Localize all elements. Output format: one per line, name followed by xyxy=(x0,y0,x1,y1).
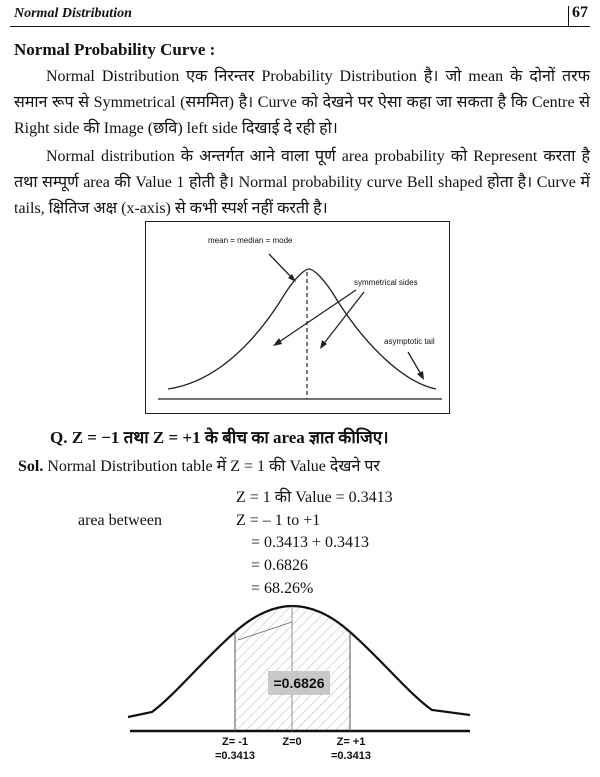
header-divider xyxy=(568,6,569,26)
z-minus-1-label: Z= -1 xyxy=(222,736,248,748)
area-value-badge: =0.6826 xyxy=(268,671,330,695)
paragraph-1-text: Normal Distribution एक निरन्तर Probability Distribution है। जो mean के दोनों तरफ समान रूप से Symmetrical (सममित) है। Curve को देखने पर ऐसा कहा जा सकता है कि Centre से Right side की Image (छवि) left side दिखाई दे रही हो। xyxy=(14,68,590,137)
label-symmetrical-sides: symmetrical sides xyxy=(354,278,418,287)
bell-curve xyxy=(168,269,436,389)
calc-line-3: = 0.3413 + 0.3413 xyxy=(251,534,370,551)
question: Q. Z = −1 तथा Z = +1 के बीच का area ज्ञात कीजिए। xyxy=(50,428,389,447)
z-plus-1-value: =0.3413 xyxy=(330,750,372,762)
calc-line-1: Z = 1 की Value = 0.3413 xyxy=(236,489,393,506)
z-minus-1-value: =0.3413 xyxy=(214,750,256,762)
shaded-area xyxy=(235,606,350,731)
label-asymptotic-tail: asymptotic tail xyxy=(384,337,435,346)
normal-curve-svg xyxy=(146,222,449,413)
page-number: 67 xyxy=(572,4,588,21)
header-rule xyxy=(10,26,590,27)
paragraph-1 xyxy=(14,64,590,142)
arrow-tail-head xyxy=(417,371,424,380)
sol-label: Sol. xyxy=(18,458,44,475)
label-mean-median-mode: mean = median = mode xyxy=(208,236,293,245)
area-between-label: area between xyxy=(78,512,162,529)
section-heading: Normal Probability Curve : xyxy=(14,40,216,59)
arrow-sym-right xyxy=(322,292,364,346)
normal-curve-figure xyxy=(145,221,450,414)
arrow-sym-left-head xyxy=(273,338,282,346)
sol-text: Normal Distribution table में Z = 1 की Value देखने पर xyxy=(47,458,380,475)
paragraph-2-text: Normal distribution के अन्तर्गत आने वाला पूर्ण area probability को Represent करता है तथा सम्पूर्ण area की Value 1 होती है। Normal probability curve Bell shaped होता है। Curve में tails, क्षितिज अक्ष (x-axis) से कभी स्पर्श नहीं करती है। xyxy=(14,148,590,217)
calc-line-5: = 68.26% xyxy=(251,580,314,597)
chapter-title: Normal Distribution xyxy=(14,6,132,21)
paragraph-2 xyxy=(14,144,590,222)
z-zero-label: Z=0 xyxy=(282,736,302,748)
z-plus-1-label: Z= +1 xyxy=(336,736,366,748)
arrow-tail xyxy=(408,352,422,376)
calc-line-4: = 0.6826 xyxy=(251,557,309,574)
calc-line-2: Z = – 1 to +1 xyxy=(236,512,321,529)
solution-intro xyxy=(18,454,380,476)
